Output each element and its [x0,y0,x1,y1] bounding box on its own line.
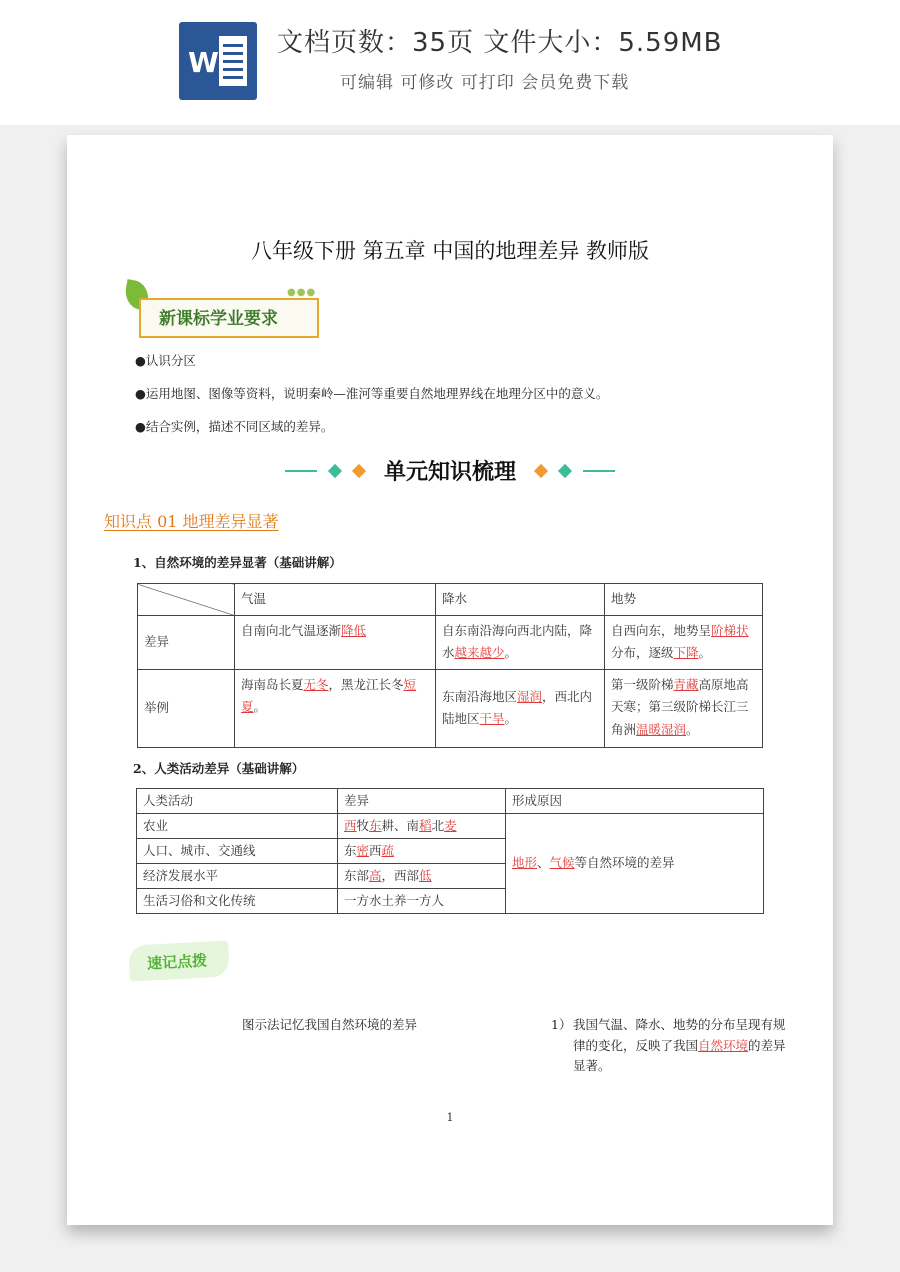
page-number: 1 [446,1111,454,1124]
table-header: 人类活动 [137,789,338,814]
section-heading: 单元知识梳理 [67,455,833,486]
download-header [0,0,900,125]
word-document-icon: W [179,22,257,100]
table-row: 农业 西牧东耕、南稻北麦 地形、气候等自然环境的差异 [137,814,764,839]
subheading: 1、自然环境的差异显著（基础讲解） [133,555,342,570]
diamond-icon [534,463,548,477]
document-title: 八年级下册 第五章 中国的地理差异 教师版 [250,239,650,263]
document-page [67,135,833,1225]
table-row: 差异 自南向北气温逐渐降低 自东南沿海向西北内陆，降水越来越少。 自西向东，地势呈阶梯状分布，逐级下降。 [138,615,763,669]
human-activity-table [136,788,764,914]
nature-difference-table [137,583,763,748]
diamond-icon [328,463,342,477]
requirement-item: ●结合实例，描述不同区域的差异。 [135,419,334,434]
quick-tip-badge: 速记点拨 [128,940,230,981]
table-header: 差异 [338,789,506,814]
diamond-icon [558,463,572,477]
table-header: 地势 [605,584,763,616]
summary-note: 1） 我国气温、降水、地势的分布呈现有规律的变化，反映了我国自然环境的差异显著。 [551,1017,786,1074]
table-header: 气温 [235,584,436,616]
table-row: 人口、城市、交通线 东密西疏 [137,839,764,864]
table-row: 经济发展水平 东部高，西部低 [137,864,764,889]
requirement-item: ●运用地图、图像等资料，说明秦岭—淮河等重要自然地理界线在地理分区中的意义。 [135,386,609,401]
dots-decoration: ●●● [287,287,317,298]
table-header: 降水 [436,584,605,616]
table-row: 举例 海南岛长夏无冬，黑龙江长冬短夏。 东南沿海地区湿润，西北内陆地区干旱。 第一级阶梯青藏高原地高天寒；第三级阶梯长江三角洲温暖湿润。 [138,669,763,747]
diamond-icon [352,463,366,477]
requirement-item: ●认识分区 [135,353,196,368]
knowledge-point-title: 知识点 01 地理差异显著 [104,512,279,531]
subheading: 2、人类活动差异（基础讲解） [133,761,305,776]
figure-caption: 图示法记忆我国自然环境的差异 [242,1017,418,1032]
badge-label: 新课标学业要求 [159,309,278,329]
table-row: 生活习俗和文化传统 一方水土养一方人 [137,889,764,914]
table-header: 形成原因 [506,789,764,814]
file-features: 可编辑 可修改 可打印 会员免费下载 [340,73,630,93]
file-meta: 文档页数：35页 文件大小：5.59MB [277,28,723,58]
